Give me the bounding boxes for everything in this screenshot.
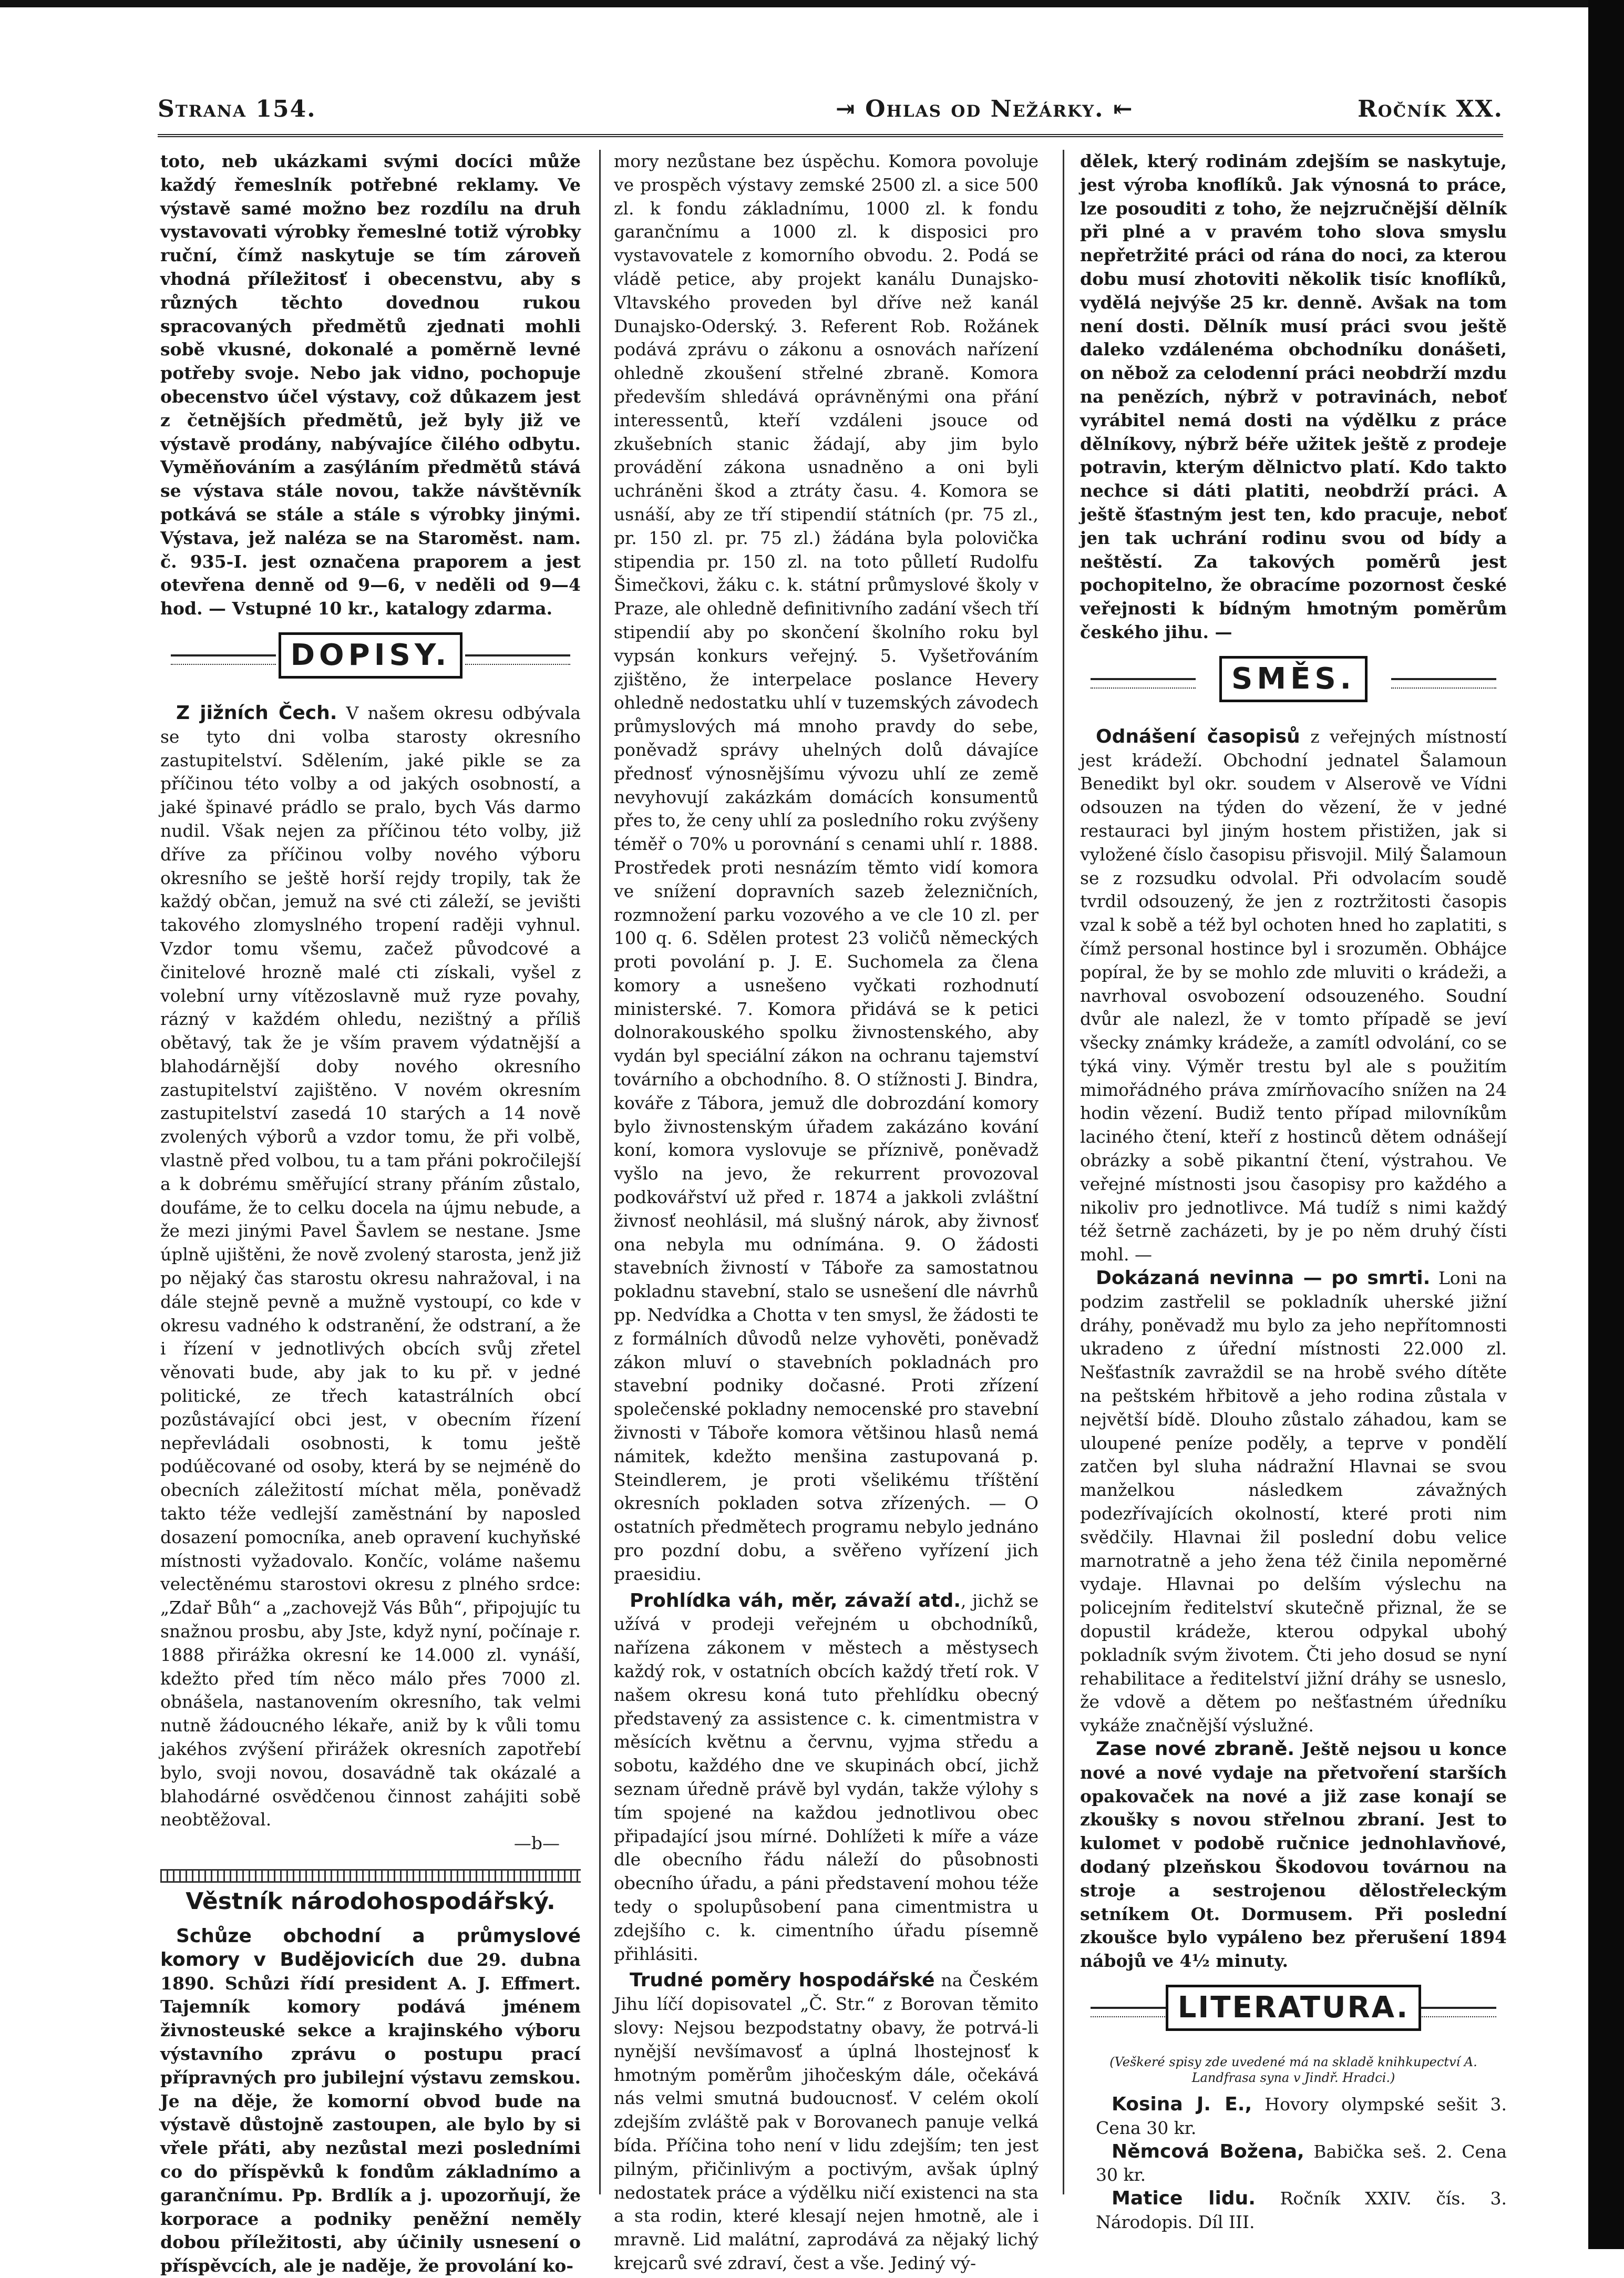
ornament-right <box>1391 678 1496 689</box>
literature-detail: Babička seš. 2. Cena 30 kr. <box>1096 2141 1507 2185</box>
dopisy-text: V našem okresu odbývala se tyto dni volba starosty okresního zastupitelství. Sdělením, jaké pikle se za příčinou této volby a od jakých osobností, a jaké špinavé prádlo se pralo, bych Vás darmo nudil. Však nejen za příčinou této volby, již dříve za příčinou volby nového výboru okresního se ještě horší rejdy tropily, tak že každý občan, jemuž na své cti záleží, se jevišti takového zlomyslného tropení raději vyhnul. Vzdor tomu všemu, začež původcové a činitelové hrozně malé cti získali, vyšel z volební urny vítězoslavně muž ryze povahy, rázný v každém ohledu, nezištný a příliš obětavý, tak že je vším pravem výdatnější a blahodárnější doby nového okresního zastupitelství zajištěno. V novém okresním zastupitelství zasedá 10 starých a 14 nově zvolených výborů a vzdor tomu, že při volbě, vlastně před volbou, tu a tam přáni pokročilejší a k dobrému směřující strany přáním zůstalo, doufáme, že to celku docela na újmu nebude, a že mezi jinými Pavel Šavlem se nestane. Jsme úplně ujištěni, že nově zvolený starosta, jenž již po nějaký čas starostu okresu nahražoval, i na dále stejně pevně a mužně vystoupí, co kde v okresu vadného k odstranění, že odstraní, a že i řízení v jednotlivých obcích svůj zřetel věnovati bude, aby jak to ku př. v jedné politické, ze třech katastrálních obcí pozůstávající obci jest, v obecním řízení nepřevládali osobnosti, k tomu ještě podúěcované od osoby, která by se nejméně do obecních záležitostí míchat měla, poněvadž takto téže vedlejší zaměstnání by naposled dosazení pomocníka, aneb opravení kuchyňské místnosti vyžadovalo. Končíc, voláme našemu velectěnému starostovi okresu z plného srdce: „Zdař Bůh“ a „zachovejž Vás Bůh“, připojujíc tu snažnou prosbu, aby Jste, když nyní, počínaje r. 1888 přirážka okresní ke 14.000 zl. vynáší, kdežto před tím něco málo přes 7000 zl. obnášela, nastanovením okresního, tak velmi nutně žádoucného lékaře, aniž by k vůli tomu jakéhos zvýšení přirážek okresních zapotřebí bylo, svoji novou, dosavádně tak okázalé a blahodárné osvědčenou činnost zahájiti sobě neobtěžoval. <box>160 702 581 1830</box>
ornament-left <box>1091 2007 1169 2017</box>
prohlidka-lead: Prohlídka váh, měr, závaží atd. <box>630 1589 961 1612</box>
ornament-right <box>465 654 570 665</box>
column-divider <box>599 150 601 2194</box>
column-3 <box>1080 150 1507 2234</box>
komora-article-continued <box>614 150 1039 1586</box>
ornament-left <box>1091 678 1196 689</box>
column-1 <box>160 150 581 2278</box>
prohlidka-article <box>614 1589 1039 1966</box>
trudne-lead: Trudné poměry hospodářské <box>630 1969 935 1992</box>
literature-item <box>1080 2140 1507 2188</box>
literatura-note: (Veškeré spisy zde uvedené má na skladě knihkupectví A. Landfrasa syna v Jindř. Hradci.) <box>1109 2054 1477 2085</box>
komora-text: mory nezůstane bez úspěchu. Komora povoluje ve prospěch výstavy zemské 2500 zl. a sice 500 zl. k fondu základnímu, 1000 zl. k fondu garančnímu a 1000 zl. k disposici pro vystavovatele z komorního obvodu. 2. Podá se vládě petice, aby projekt kanálu Dunajsko-Vltavského proveden byl dříve než kanál Dunajsko-Oderský. 3. Referent Rob. Rožánek podává zprávu o zákonu a osnovách nařízení ohledně zkoušení střelné zbraně. Komora především shledává oprávněnými ona přání interessentů, kteří vzdáleni jsouce od zkušebních stanic žádají, aby jim bylo provádění zákona usnadněno a oni byli uchráněni škod a ztráty času. 4. Komora se usnáší, aby ze tří stipendií státních (pr. 75 zl., pr. 150 zl. pr. 75 zl.) žádána byla polovička stipendia pr. 150 zl. na toto půlletí Rudolfu Šimečkovi, žáku c. k. státní průmyslové školy v Praze, ale ohledně definitivního zadání všech tří stipendií aby po skončení školního roku byl vypsán konkurs veřejný. 5. Vyšetřováním zjištěno, že interpelace poslance Hevery ohledně nedostatku uhlí v tuzemských závodech průmyslových má mnoho pravdy do sebe, poněvadž správy uhelných dolů dávajíce přednosť výnosnějšímu vývozu uhlí ze země nevyhovují zakázkám domácích konsumentů přes to, že ceny uhlí za posledního roku zvýšeny téměř o 70% u porovnání s cenami uhlí r. 1888. Prostředek proti nesnázím těmto vidí komora ve snížení dopravních sazeb železničních, rozmnožení parku vozového a ve cle 10 zl. per 100 q. 6. Sdělen protest 23 voličů německých proti povolání p. J. E. Suchomela za člena komory a usnešeno vyčkati rozhodnutí ministerské. 7. Komora přidává se k petici dolnorakouského spolku živnostenského, aby vydán byl speciální zákon na ochranu tajemství továrního a obchodního. 8. O stížnosti J. Bindra, kováře z Tábora, jemuž dle dobrozdání komory bylo živnostenským úřadem zakázáno kování koní, komora vyslovuje se příznivě, poněvadž vyšlo na jevo, že rekurrent provozoval podkovářství už před r. 1874 a jakkoli zvláštní živnosť neohlásil, má slušný nárok, aby živnosť ona nebyla mu odnímána. 9. O žádosti stavebních živností v Táboře za samostatnou pokladnu stavební, stalo se usnešení dle návrhů pp. Nedvídka a Chotta v ten smysl, že žádosti te z formálních důvodů nelze vyhověti, poněvadž zákon mluví o stavebních pokladnách pro stavební podniky dočasné. Proti zřízení společenské pokladny nemocenské pro stavební živnosti v Táboře komora většinou hlasů nemá námitek, kdežto menšina zastupovaná p. Steindlerem, je proti všelikému tříštění okresních pokladen sotva zřízených. — O ostatních předmětech programu nebylo jednáno pro pozdní dobu, a svěřeno vyřízení jich praesidiu. <box>614 151 1039 1584</box>
scan-border-top <box>0 0 1624 7</box>
dopisy-section-heading <box>160 632 581 690</box>
zbrane-lead: Zase nové zbraně. <box>1096 1738 1295 1760</box>
literature-item <box>1080 2093 1507 2140</box>
newspaper-title: ⇥ Ohlas od Nežárky. ⇤ <box>836 96 1134 122</box>
smes-section-heading <box>1080 656 1507 714</box>
zbrane-text: Ještě nejsou u konce nové a nové vydaje na přetvoření starších opakovaček na nové a již zase konají se zkoušky s novou střelnou zbraní. Jest to kulomet v podobě ručnice jednohlavňové, dodaný plzeňskou Škodovou továrnou na stroje a sestrojenou dělostřeleckým setníkem Ot. Dormusem. Při poslední zkoušce bylo vypáleno bez přerušení 1894 nábojů ve 4½ minuty. <box>1080 1739 1507 1972</box>
column-2 <box>614 150 1039 2275</box>
heading-ornament <box>160 1869 581 1883</box>
odnaseni-text: z veřejných místností jest krádeží. Obchodní jednatel Šalamoun Benedikt byl okr. soudem v Alserově ve Vídni odsouzen na týden do vězení, že v jedné restauraci byl jiným hostem přistižen, jak si vyložené číslo časopisu přisvojil. Milý Šalamoun se z rozsudku odvolal. Při odvolacím soudě tvrdil odsouzený, že jen z roztržitosti časopis vzal k sobě a též byl ochoten hned ho zaplatiti, s čímž personal hostince byl i srozuměn. Obhájce popíral, že by se mohlo zde mluviti o krádeži, a navrhoval osvobození odsouzeného. Soudní dvůr ale nalezl, že v tomto případě se jeví všecky známky krádeže, a zamítl odvolání, co se týká viny. Výměr trestu byl ale s použitím mimořádného práva zmírňovacího snížen na 24 hodin vězení. Budiž tento případ milovníkům laciného čtení, kteří z hostinců dětem odnášejí obrázky a sobě pikantní čtení, výstrahou. Ve veřejné místnosti jsou časopisy pro každého a nikoliv pro jednotlivce. Má tudíž s nimi každý též šetrně zacházeti, by je po něm druhý čísti mohl. — <box>1080 726 1507 1265</box>
literature-author: Matice lidu. <box>1112 2188 1256 2210</box>
smes-heading: SMĚS. <box>1219 656 1368 702</box>
scan-border-right <box>1588 0 1624 2249</box>
literature-item <box>1080 2187 1507 2234</box>
literature-detail: Ročník XXIV. čís. 3. Národopis. Díl III. <box>1096 2188 1507 2232</box>
dopisy-heading: DOPISY. <box>279 632 463 679</box>
dopisy-lead: Z jižních Čech. <box>176 702 337 724</box>
dopisy-signature: —b— <box>513 1833 560 1854</box>
trudne-article-continued: dělek, který rodinám zdejším se naskytuje, jest výroba knoflíků. Jak výnosná to práce, lze posouditi z toho, že nejzručnější dělník při plné a v pravém toho slova smyslu nepřetržité práci od rána do noci, za kterou dobu musí zhotoviti několik tisíc knoflíků, vydělá nejvýše 25 kr. denně. Avšak na tom není dosti. Dělník musí práci svou ještě daleko vzdálenéma obchodníku donášeti, on něbož za celodenní práci neobdrží mzdu na penězích, nýbrž v potravinách, neboť vyrábitel nemá dosti na výdělku z práce dělníkovy, nýbrž béře užitek ještě z prodeje potravin, kterým dělnictvo platí. Kdo takto nechce si dáti platiti, neobdrží práci. A ještě šťastným jest ten, kdo pracuje, neboť jen tak uchrání rodinu svou od bídy a neštěstí. Za takových poměrů jest pochopitelno, že obracíme pozornost české veřejnosti k bídným hmotným poměrům českého jihu. — <box>1080 151 1507 642</box>
vestnik-article <box>160 1925 581 2278</box>
ornament-left <box>171 654 276 665</box>
exhibition-article-end: toto, neb ukázkami svými docíci může každý řemeslník potřebné reklamy. Ve výstavě samé možno bez rozdílu na druh vystavovati výrobky řemeslné totiž výrobky ruční, čímž naskytuje se tím zároveň vhodná příležitosť i obecenstvu, aby s různých těchto dovednou rukou spracovaných předmětů zjednati mohli sobě vkusné, dokonalé a poměrně levné potřeby svoje. Nebo jak vidno, pochopuje obecenstvo účel výstavy, což důkazem jest z četnějších předmětů, jež byly již ve výstavě prodány, nabývajíce čilého odbytu. Vyměňováním a zasýláním předmětů stává se výstava stále novou, takže návštěvník potkává se stále a stále s výrobky jinými. Výstava, jež naléza se na Staroměst. nam. č. 935-I. jest označena praporem a jest otevřena denně od 9—6, v neděli od 9—4 hod. — Vstupné 10 kr., katalogy zdarma. <box>160 151 581 619</box>
literature-author: Němcová Božena, <box>1112 2140 1304 2162</box>
ornament-right <box>1417 2007 1496 2017</box>
vestnik-lead: Schůze obchodní a průmyslové komory v Budějovicích <box>160 1925 581 1971</box>
header-rule <box>158 134 1503 137</box>
prohlidka-text: , jichž se užívá v prodeji veřejném u obchodníků, nařízena zákonem v městech a městysech každý rok, v ostatních obcích každý třetí rok. V našem okresu koná tuto přehlídku obecný představený za assistence c. k. cimentmistra v měsících květnu a červnu, vyjma středu a sobotu, každého dne ve skupinách obcí, jichž seznam úředně právě byl vydán, takže výlohy s tím spojené na každou jednotlivou obec připadající jsou mírné. Dohlížeti k míře a váze dle obecního řádu náleží do působnosti obecního úřadu, a páni představení mohou téže tedy o spolupůsobení pana cimentmistra u zdejšího c. k. cimentního úřadu písemně přihlásiti. <box>614 1590 1039 1964</box>
literature-author: Kosina J. E., <box>1112 2093 1252 2115</box>
literatura-heading: LITERATURA. <box>1166 1985 1422 2031</box>
page-header <box>158 90 1503 127</box>
vestnik-heading: Věstník národohospodářský. <box>186 1887 556 1915</box>
vestnik-text: due 29. dubna 1890. Schůzi řídí president A. J. Effmert. Tajemník komory podává jménem živnosteuské sekce a krajinského výboru výstavního zprávu o postupu prací přípravných pro jubilejní výstavu zemskou. Je na děje, že komorní obvod bude na výstavě důstojně zastoupen, ale bylo by si vřele přáti, aby nezůstal mezi posledními co do příspěvků k fondům základnímo a garančnímu. Pp. Brdlík a j. upozorňují, že korporace a podniky peněžní neměly dobou příležitosti, aby účinily usnesení o příspěvcích, ale je naděje, že provolání ko- <box>160 1949 581 2276</box>
literatura-section-heading <box>1080 1985 1507 2043</box>
odnaseni-article <box>1080 725 1507 1267</box>
trudne-article <box>614 1969 1039 2275</box>
trudne-text: na Českém Jihu líčí dopisovatel „Č. Str.“ z Borovan těmito slovy: Nejsou bezpodstatny obavy, že potrvá-li nynější nevšímavosť a úplná lhostejnosť k hmotným poměrům jihočeským dále, očekává nás velmi smutná budoucnosť. V celém okolí zdejším zvláště pak v Borovanech panuje velká bída. Příčina toho není v lidu zdejším; ten jest pilným, přičinlivým a poctivým, avšak úplný nedostatek práce a výdělku ničí existenci na sta a sta rodin, které klesají nejen hmotně, ale i mravně. Lid malátní, zaprodává za nějaký lichý krejcarů své zdraví, čest a vše. Jediný vý- <box>614 1970 1039 2273</box>
literature-detail: Hovory olympské sešit 3. Cena 30 kr. <box>1096 2094 1507 2138</box>
column-divider <box>1063 150 1064 2194</box>
page-number: Strana 154. <box>158 96 316 122</box>
dopisy-article <box>160 702 581 1832</box>
dokazana-article <box>1080 1267 1507 1738</box>
zbrane-article <box>1080 1738 1507 1973</box>
vestnik-section-heading <box>160 1869 581 1917</box>
dokazana-lead: Dokázaná nevinna — po smrti. <box>1096 1267 1431 1289</box>
dokazana-text: Loni na podzim zastřelil se pokladník uherské jižní dráhy, poněvadž mu bylo za jeho nepřítomnosti ukradeno z úřední místnosti 22.000 zl. Nešťastník zavraždil se na hrobě svého dítěte na peštském hřbitově a jeho rodina zůstala v největší bídě. Dlouho zůstalo záhadou, kam se uloupené peníze poděly, a teprve v pondělí zatčen byl sluha nádražní Hlavnai se svou manželkou následkem závažných podezřívajících okolností, které proti nim svědčily. Hlavnai žil poslední dobu velice marnotratně a jeho žena též činila nepoměrné vydaje. Hlavnai po delším výslechu na policejním ředitelství skutečně přiznal, že se dopustil krádeže, kterou odpykal ubohý pokladník svým životem. Čti jeho dosud se nyní rehabilitace a ředitelství jižní dráhy se usneslo, že vdově a dětem po nešťastném úředníku vykáže značnější výslužné. <box>1080 1268 1507 1736</box>
volume-year: Ročník XX. <box>1358 96 1503 122</box>
odnaseni-lead: Odnášení časopisů <box>1096 725 1300 747</box>
